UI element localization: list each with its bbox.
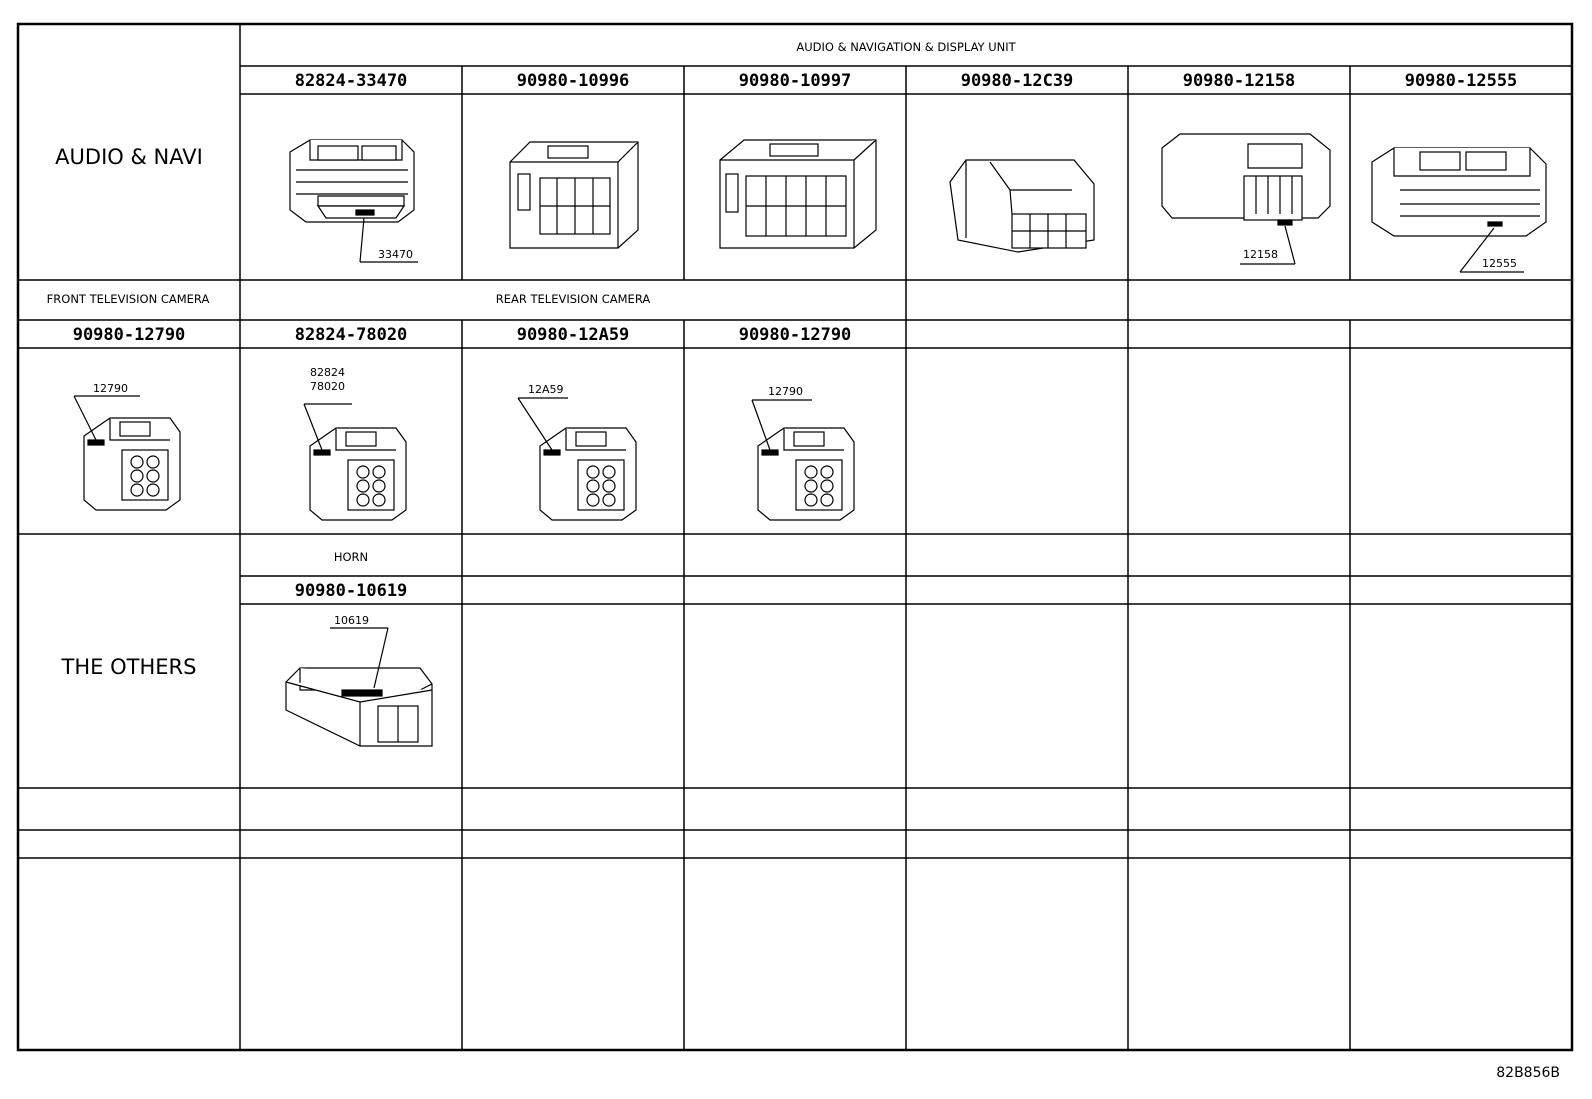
connector-90980-10997-illustration	[720, 140, 876, 248]
group-front-tv-camera: FRONT TELEVISION CAMERA	[46, 292, 210, 306]
callout-label: 78020	[310, 380, 345, 393]
part-number: 90980-10997	[738, 71, 852, 91]
group-audio-nav-display: AUDIO & NAVIGATION & DISPLAY UNIT	[796, 40, 1016, 54]
callout-label: 12790	[93, 382, 128, 395]
callout-label: 12555	[1482, 257, 1517, 270]
part-number: 90980-10996	[516, 71, 630, 91]
part-number: 82824-78020	[294, 325, 408, 345]
part-number: 82824-33470	[294, 71, 408, 91]
connector-90980-12555-illustration	[1372, 148, 1546, 272]
part-number: 90980-12158	[1182, 71, 1296, 91]
connector-90980-12790-rear-illustration	[752, 400, 854, 520]
connector-82824-78020-illustration	[304, 404, 406, 520]
part-number: 90980-12790	[738, 325, 852, 345]
part-number: 90980-12A59	[516, 325, 630, 345]
callout-label: 12158	[1243, 248, 1278, 261]
connector-90980-12158-illustration	[1162, 134, 1330, 264]
connector-82824-33470-illustration	[290, 140, 418, 262]
group-rear-tv-camera: REAR TELEVISION CAMERA	[495, 292, 651, 306]
connector-90980-12C39-illustration	[950, 160, 1094, 252]
part-number: 90980-12C39	[960, 71, 1074, 91]
callout-label: 82824	[310, 366, 345, 379]
callout-label: 33470	[378, 248, 413, 261]
part-number: 90980-12790	[72, 325, 186, 345]
figure-code: 82B856B	[1496, 1065, 1560, 1081]
part-number: 90980-12555	[1404, 71, 1518, 91]
part-number: 90980-10619	[294, 581, 408, 601]
callout-label: 10619	[334, 614, 369, 627]
connector-90980-10619-illustration	[286, 628, 432, 746]
callout-label: 12A59	[528, 383, 564, 396]
connector-90980-10996-illustration	[510, 142, 638, 248]
section-audio-navi: AUDIO & NAVI	[55, 145, 203, 169]
connector-90980-12A59-illustration	[518, 398, 636, 520]
section-the-others: THE OTHERS	[61, 655, 197, 679]
callout-label: 12790	[768, 385, 803, 398]
connector-90980-12790-front-illustration	[74, 396, 180, 510]
group-horn: HORN	[333, 550, 369, 564]
